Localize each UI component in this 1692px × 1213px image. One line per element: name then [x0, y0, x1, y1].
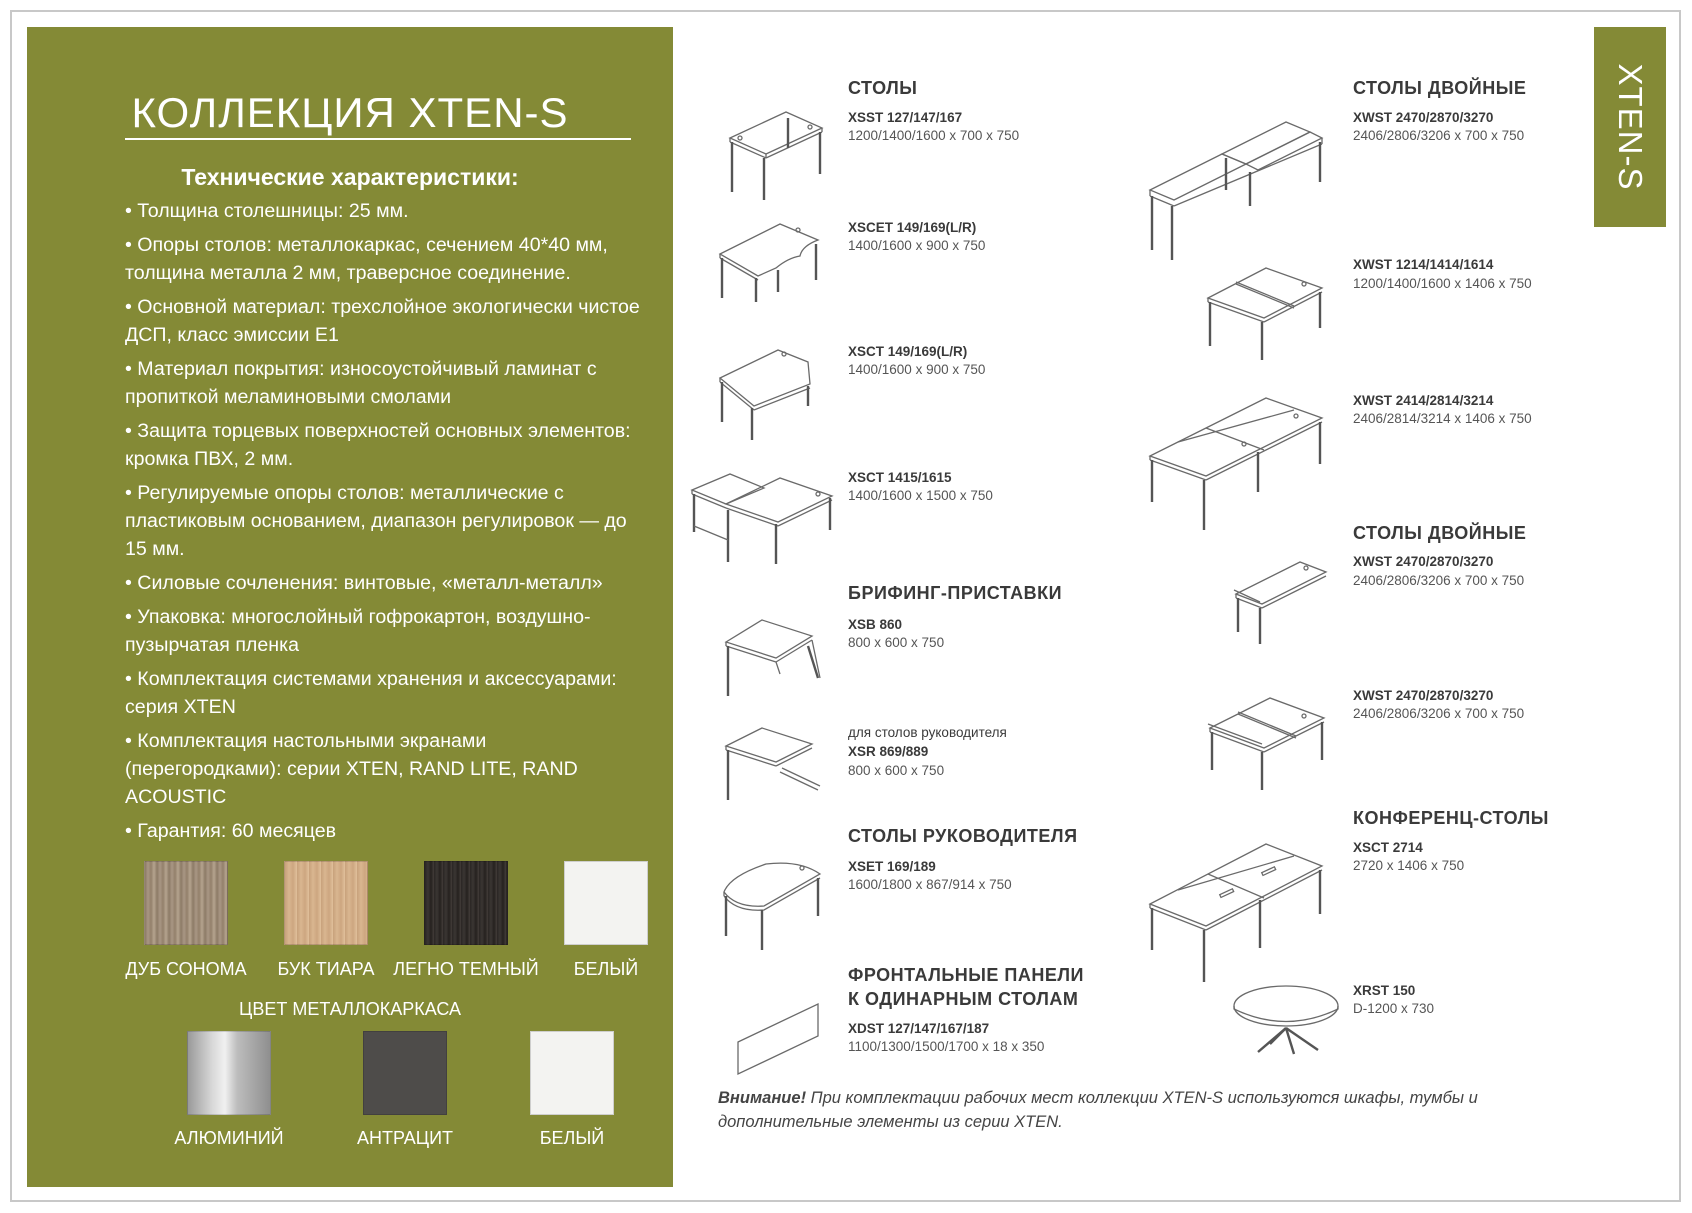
briefing-table-illustration — [720, 616, 824, 700]
title-divider — [125, 138, 631, 140]
product-code: XSR 869/889 — [848, 744, 929, 759]
product-dims: 1400/1600 x 900 x 750 — [848, 238, 986, 253]
collection-tab — [1594, 27, 1666, 227]
executive-desk-illustration — [716, 856, 822, 952]
section-heading-executive: СТОЛЫ РУКОВОДИТЕЛЯ — [848, 826, 1078, 846]
product-note: для столов руководителя — [848, 725, 1007, 740]
finish-label: ДУБ СОНОМА — [125, 959, 247, 979]
spec-item: • Толщина столешницы: 25 мм. — [125, 200, 409, 222]
product-code: XWST 2470/2870/3270 — [1353, 554, 1494, 569]
product-dims: 1400/1600 x 1500 x 750 — [848, 488, 993, 503]
spec-item: • Материал покрытия: износоустойчивый ламинат с пропиткой меламиновыми смолами — [125, 358, 597, 408]
l-desk-illustration — [688, 466, 836, 566]
spec-item: • Упаковка: многослойный гофрокартон, воздушно-пузырчатая пленка — [125, 606, 591, 656]
section-heading-desks: СТОЛЫ — [848, 78, 918, 98]
spec-item: • Силовые сочленения: винтовые, «металл-металл» — [125, 572, 603, 594]
product-dims: 2720 x 1406 x 750 — [1353, 858, 1465, 873]
swatch-legno-dark — [424, 861, 508, 945]
section-heading-double-desks: СТОЛЫ ДВОЙНЫЕ — [1353, 78, 1527, 98]
spec-item: • Гарантия: 60 месяцев — [125, 820, 337, 842]
finish-label: БЕЛЫЙ — [573, 959, 639, 979]
product-dims: 1100/1300/1500/1700 x 18 x 350 — [848, 1039, 1045, 1054]
finish-label: БУК ТИАРА — [277, 959, 375, 979]
bench-extension-illustration — [1204, 684, 1330, 794]
spec-item: • Регулируемые опоры столов: металлические с пластиковым основанием, диапазон регулировок — до 15 мм. — [125, 482, 627, 560]
specs-panel — [27, 27, 673, 1187]
product-code: XWST 2470/2870/3270 — [1353, 110, 1494, 125]
corner-desk-illustration — [716, 218, 822, 302]
spec-item: • Комплектация настольными экранами (перегородками): серии XTEN, RAND LITE, RAND ACOUSTIC — [125, 730, 578, 808]
swatch-beech-tiara — [284, 861, 368, 945]
product-code: XDST 127/147/167/187 — [848, 1021, 990, 1036]
swatch-metal-white — [530, 1031, 614, 1115]
section-heading-double-desks-2: СТОЛЫ ДВОЙНЫЕ — [1353, 523, 1527, 543]
product-code: XSCET 149/169(L/R) — [848, 220, 977, 235]
product-code: XSB 860 — [848, 617, 903, 632]
product-dims: 2406/2806/3206 x 700 x 750 — [1353, 573, 1525, 588]
spec-item: • Основной материал: трехслойное экологически чистое ДСП, класс эмиссии Е1 — [125, 296, 640, 346]
product-dims: 2406/2806/3206 x 700 x 750 — [1353, 128, 1525, 143]
swatch-oak-sonoma — [144, 861, 228, 945]
product-code: XSCT 1415/1615 — [848, 470, 952, 485]
spec-list — [125, 197, 645, 851]
product-dims: 1200/1400/1600 x 1406 x 750 — [1353, 276, 1532, 291]
conference-table-illustration — [1146, 838, 1326, 986]
spec-heading: Технические характеристики: — [181, 164, 519, 190]
product-dims: 2406/2806/3206 x 700 x 750 — [1353, 706, 1525, 721]
product-code: XSCT 149/169(L/R) — [848, 344, 968, 359]
bench-double-illustration — [1146, 392, 1326, 534]
round-table-illustration — [1230, 984, 1342, 1056]
metal-label: БЕЛЫЙ — [539, 1128, 605, 1148]
footnote-lead: Внимание! — [718, 1089, 807, 1107]
product-code: XSST 127/147/167 — [848, 110, 963, 125]
metal-heading: ЦВЕТ МЕТАЛЛОКАРКАСА — [239, 999, 461, 1019]
product-dims: 1600/1800 x 867/914 x 750 — [848, 877, 1012, 892]
spec-item: • Комплектация системами хранения и аксессуарами: серия XTEN — [125, 668, 617, 718]
wave-desk-illustration — [716, 344, 812, 440]
briefing-exec-illustration — [720, 724, 824, 804]
section-heading-panels-2: К ОДИНАРНЫМ СТОЛАМ — [848, 989, 1079, 1009]
tab-label: XTEN-S — [1612, 63, 1649, 191]
front-panel-illustration — [734, 1000, 824, 1080]
product-code: XRST 150 — [1353, 983, 1416, 998]
footnote-text: При комплектации рабочих мест коллекции XTEN-S используются шкафы, тумбы и дополнительные элементы из серии XTEN. — [718, 1089, 1478, 1131]
footnote — [718, 1086, 1538, 1134]
section-heading-conference: КОНФЕРЕНЦ-СТОЛЫ — [1353, 808, 1549, 828]
desk-illustration — [726, 108, 826, 204]
swatch-aluminium — [187, 1031, 271, 1115]
product-code: XWST 1214/1414/1614 — [1353, 257, 1494, 272]
product-code: XSCT 2714 — [1353, 840, 1423, 855]
finish-label: ЛЕГНО ТЕМНЫЙ — [393, 959, 539, 979]
product-dims: 2406/2814/3214 x 1406 x 750 — [1353, 411, 1532, 426]
extension-desk-illustration — [1230, 554, 1330, 646]
metal-label: АЛЮМИНИЙ — [174, 1128, 284, 1148]
swatch-white — [564, 861, 648, 945]
swatch-anthracite — [363, 1031, 447, 1115]
section-heading-briefing: БРИФИНГ-ПРИСТАВКИ — [848, 583, 1063, 603]
product-dims: 800 x 600 x 750 — [848, 763, 945, 778]
spec-item: • Защита торцевых поверхностей основных элементов: кромка ПВХ, 2 мм. — [125, 420, 631, 470]
product-dims: 1400/1600 x 900 x 750 — [848, 362, 986, 377]
bench-desk-illustration — [1204, 256, 1330, 364]
product-dims: 800 x 600 x 750 — [848, 635, 945, 650]
collection-title: КОЛЛЕКЦИЯ XTEN-S — [131, 89, 569, 136]
product-dims: D-1200 x 730 — [1353, 1001, 1435, 1016]
metal-label: АНТРАЦИТ — [356, 1128, 454, 1148]
product-code: XSET 169/189 — [848, 859, 936, 874]
spec-item: • Опоры столов: металлокаркас, сечением 40*40 мм, толщина металла 2 мм, траверсное соединение. — [125, 234, 608, 284]
double-desk-illustration — [1146, 110, 1326, 260]
product-code: XWST 2414/2814/3214 — [1353, 393, 1494, 408]
product-dims: 1200/1400/1600 x 700 x 750 — [848, 128, 1020, 143]
product-code: XWST 2470/2870/3270 — [1353, 688, 1494, 703]
section-heading-panels-1: ФРОНТАЛЬНЫЕ ПАНЕЛИ — [848, 965, 1084, 985]
